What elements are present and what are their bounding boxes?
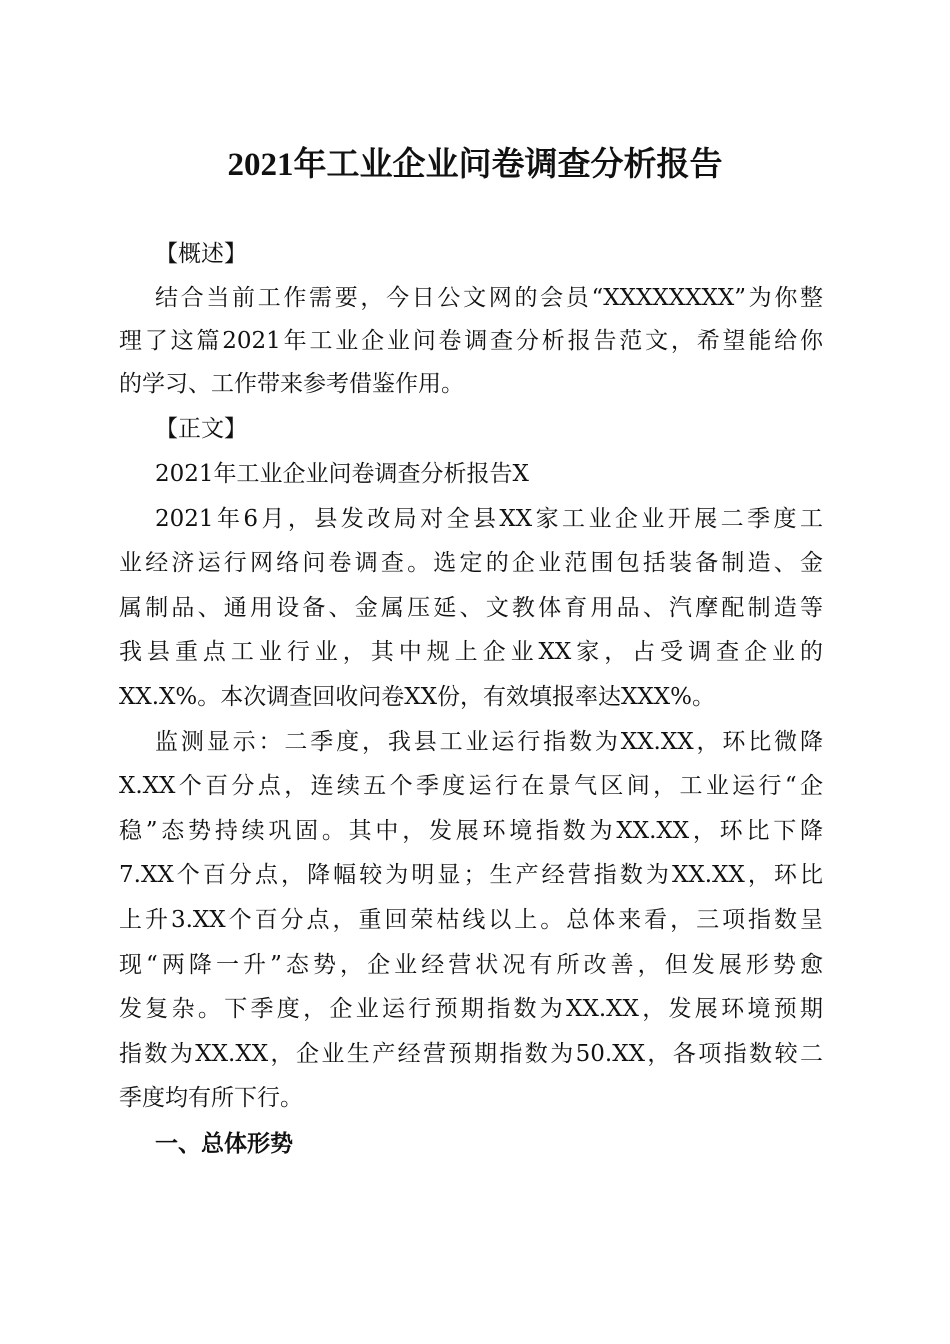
paragraph-line: 发复杂。下季度，企业运行预期指数为XX.XX，发展环境预期	[119, 996, 823, 1022]
paragraph-line: 稳”态势持续巩固。其中，发展环境指数为XX.XX，环比下降	[119, 818, 823, 844]
paragraph-line: 上升3.XX个百分点，重回荣枯线以上。总体来看，三项指数呈	[119, 907, 823, 933]
paragraph-line: 季度均有所下行。	[119, 1085, 303, 1111]
overview-line: 结合当前工作需要，今日公文网的会员“XXXXXXXX”为你整	[155, 285, 823, 311]
paragraph-line: X.XX个百分点，连续五个季度运行在景气区间，工业运行“企	[119, 773, 823, 799]
paragraph-line: 2021年6月，县发改局对全县XX家工业企业开展二季度工	[155, 506, 823, 532]
paragraph-line: XX.X%。本次调查回收问卷XX份，有效填报率达XXX%。	[119, 684, 716, 710]
paragraph-line: 我县重点工业行业，其中规上企业XX家，占受调查企业的	[119, 639, 823, 665]
paragraph-line: 指数为XX.XX，企业生产经营预期指数为50.XX，各项指数较二	[119, 1041, 823, 1067]
overview-label: 【概述】	[155, 241, 247, 267]
paragraph-line: 7.XX个百分点，降幅较为明显；生产经营指数为XX.XX，环比	[119, 862, 823, 888]
document-title: 2021年工业企业问卷调查分析报告	[227, 147, 723, 183]
overview-line: 的学习、工作带来参考借鉴作用。	[119, 371, 464, 397]
paragraph-line: 属制品、通用设备、金属压延、文教体育用品、汽摩配制造等	[119, 595, 823, 621]
section-heading: 一、总体形势	[155, 1131, 293, 1157]
paragraph-line: 监测显示：二季度，我县工业运行指数为XX.XX，环比微降	[155, 729, 823, 755]
body-label: 【正文】	[155, 416, 247, 442]
paragraph-line: 现“两降一升”态势，企业经营状况有所改善，但发展形势愈	[119, 952, 823, 978]
paragraph-line: 业经济运行网络问卷调查。选定的企业范围包括装备制造、金	[119, 550, 823, 576]
body-subtitle: 2021年工业企业问卷调查分析报告X	[155, 461, 529, 487]
overview-line: 理了这篇2021年工业企业问卷调查分析报告范文，希望能给你	[119, 328, 823, 354]
